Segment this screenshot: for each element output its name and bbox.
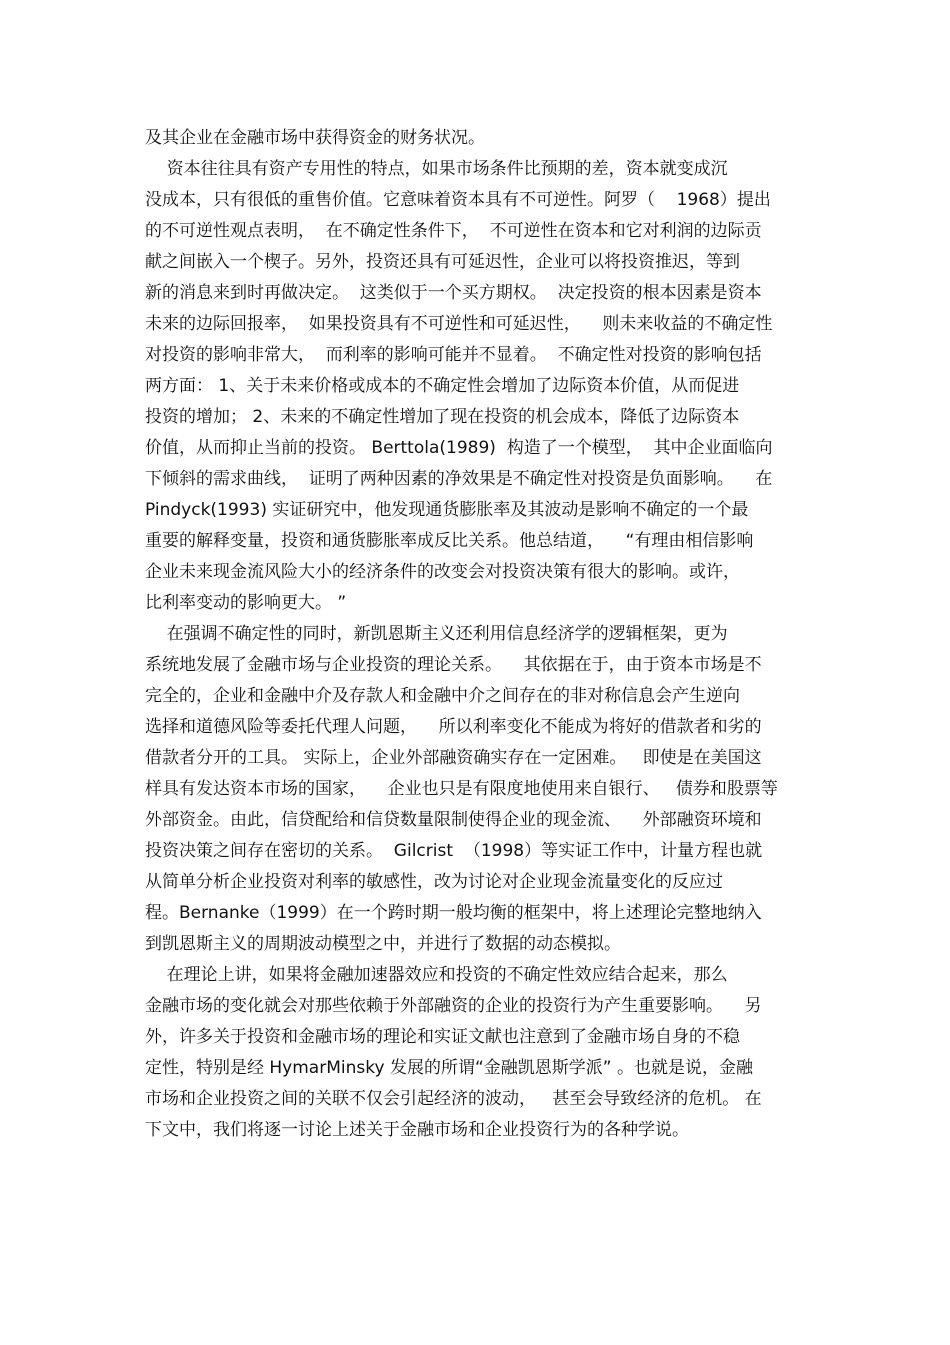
text-line: 金融市场的变化就会对那些依赖于外部融资的企业的投资行为产生重要影响。 另 [145, 996, 762, 1016]
text-line: 定性，特别是经 HymarMinsky 发展的所谓“金融凯恩斯学派” 。也就是说，金融 [145, 1058, 753, 1078]
text-line: 系统地发展了金融市场与企业投资的理论关系。 其依据在于，由于资本市场是不 [145, 655, 762, 675]
text-line: 借款者分开的工具。 实际上，企业外部融资确实存在一定困难。 即使是在美国这 [145, 748, 762, 768]
text-line: 到凯恩斯主义的周期波动模型之中，并进行了数据的动态模拟。 [145, 934, 621, 954]
body-text [145, 123, 815, 1146]
text-line: 未来的边际回报率， 如果投资具有不可逆性和可延迟性， 则未来收益的不确定性 [145, 314, 773, 334]
text-line: Pindyck(1993) 实证研究中，他发现通货膨胀率及其波动是影响不确定的一个最 [145, 500, 749, 520]
text-line: 企业未来现金流风险大小的经济条件的改变会对投资决策有很大的影响。或许， [145, 562, 740, 582]
text-line: 下文中，我们将逐一讨论上述关于金融市场和企业投资行为的各种学说。 [145, 1120, 689, 1140]
text-line: 外，许多关于投资和金融市场的理论和实证文献也注意到了金融市场自身的不稳 [145, 1027, 740, 1047]
text-line: 市场和企业投资之间的关联不仅会引起经济的波动， 甚至会导致经济的危机。 在 [145, 1089, 762, 1109]
text-line: 完全的，企业和金融中介及存款人和金融中介之间存在的非对称信息会产生逆向 [145, 686, 740, 706]
text-line: 重要的解释变量，投资和通货膨胀率成反比关系。他总结道， “有理由相信影响 [145, 531, 754, 551]
text-line: 下倾斜的需求曲线， 证明了两种因素的净效果是不确定性对投资是负面影响。 在 [145, 469, 773, 489]
text-line: 比利率变动的影响更大。 ” [145, 593, 347, 613]
text-line: 投资决策之间存在密切的关系。 Gilcrist （1998）等实证工作中，计量方程也就 [145, 841, 763, 861]
text-line: 两方面： 1、关于未来价格或成本的不确定性会增加了边际资本价值，从而促进 [145, 376, 740, 396]
text-line: 资本往往具有资产专用性的特点，如果市场条件比预期的差，资本就变成沉 [145, 159, 728, 179]
text-line: 价值，从而抑止当前的投资。 Berttola(1989) 构造了一个模型， 其中企业面临向 [145, 438, 773, 458]
text-line: 外部资金。由此，信贷配给和信贷数量限制使得企业的现金流、 外部融资环境和 [145, 810, 762, 830]
text-line: 在强调不确定性的同时，新凯恩斯主义还利用信息经济学的逻辑框架，更为 [145, 624, 728, 644]
text-line: 程。Bernanke（1999）在一个跨时期一般均衡的框架中，将上述理论完整地纳入 [145, 903, 762, 923]
text-line: 样具有发达资本市场的国家， 企业也只是有限度地使用来自银行、 债券和股票等 [145, 779, 778, 799]
text-line: 从简单分析企业投资对利率的敏感性，改为讨论对企业现金流量变化的反应过 [145, 872, 723, 892]
text-line: 献之间嵌入一个楔子。另外，投资还具有可延迟性，企业可以将投资推迟，等到 [145, 252, 740, 272]
text-line: 在理论上讲，如果将金融加速器效应和投资的不确定性效应结合起来，那么 [145, 965, 728, 985]
text-line: 选择和道德风险等委托代理人问题， 所以利率变化不能成为将好的借款者和劣的 [145, 717, 762, 737]
text-line: 没成本，只有很低的重售价值。它意味着资本具有不可逆性。阿罗（ 1968）提出 [145, 190, 771, 210]
text-line: 的不可逆性观点表明， 在不确定性条件下， 不可逆性在资本和它对利润的边际贡 [145, 221, 762, 241]
text-line: 投资的增加； 2、未来的不确定性增加了现在投资的机会成本，降低了边际资本 [145, 407, 740, 427]
text-line: 及其企业在金融市场中获得资金的财务状况。 [145, 128, 485, 148]
text-line: 对投资的影响非常大， 而利率的影响可能并不显着。 不确定性对投资的影响包括 [145, 345, 762, 365]
text-line: 新的消息来到时再做决定。 这类似于一个买方期权。 决定投资的根本因素是资本 [145, 283, 762, 303]
